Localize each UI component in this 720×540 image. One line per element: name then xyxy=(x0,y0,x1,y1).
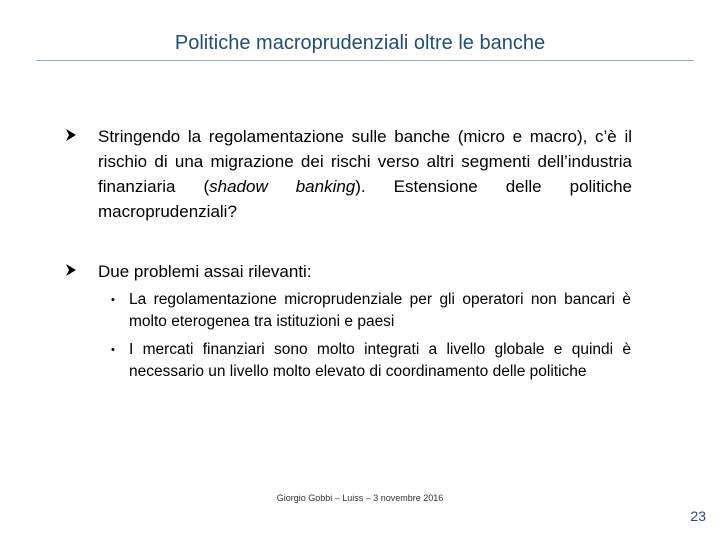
sub-bullet-2-text: I mercati finanziari sono molto integrati a livello globale e quindi è necessario un livello molto elevato di coordinamento delle politiche xyxy=(129,341,631,380)
page-number: 23 xyxy=(690,508,706,524)
sub-bullet-marker: • xyxy=(111,344,115,356)
sub-bullet-1-text: La regolamentazione microprudenziale per gli operatori non bancari è molto eterogenea tra istituzioni e paesi xyxy=(129,291,631,330)
arrowhead-bullet-icon xyxy=(64,128,78,142)
bullet-2 xyxy=(64,259,632,284)
sub-bullet-1 xyxy=(111,289,631,333)
bullet-1-text-after: ). Estensione delle politiche macroprudenziali? xyxy=(98,177,632,221)
slide-title: Politiche macroprudenziali oltre le banche xyxy=(174,32,546,54)
sub-bullet-marker: • xyxy=(111,294,115,306)
bullet-1-emphasis: shadow banking xyxy=(209,177,356,196)
arrowhead-bullet-icon xyxy=(64,263,78,277)
sub-bullet-2 xyxy=(111,339,631,383)
footer-credit: Giorgio Gobbi – Luiss – 3 novembre 2016 xyxy=(276,493,444,503)
bullet-2-text: Due problemi assai rilevanti: xyxy=(98,262,312,281)
bullet-1 xyxy=(64,124,632,224)
bullet-1-text xyxy=(98,124,632,224)
title-divider xyxy=(36,60,694,61)
bullet-1-text-before: Stringendo la regolamentazione sulle banche (micro e macro), c’è il rischio di una migrazione dei rischi verso altri segmenti dell’industria finanziaria ( xyxy=(98,127,632,196)
